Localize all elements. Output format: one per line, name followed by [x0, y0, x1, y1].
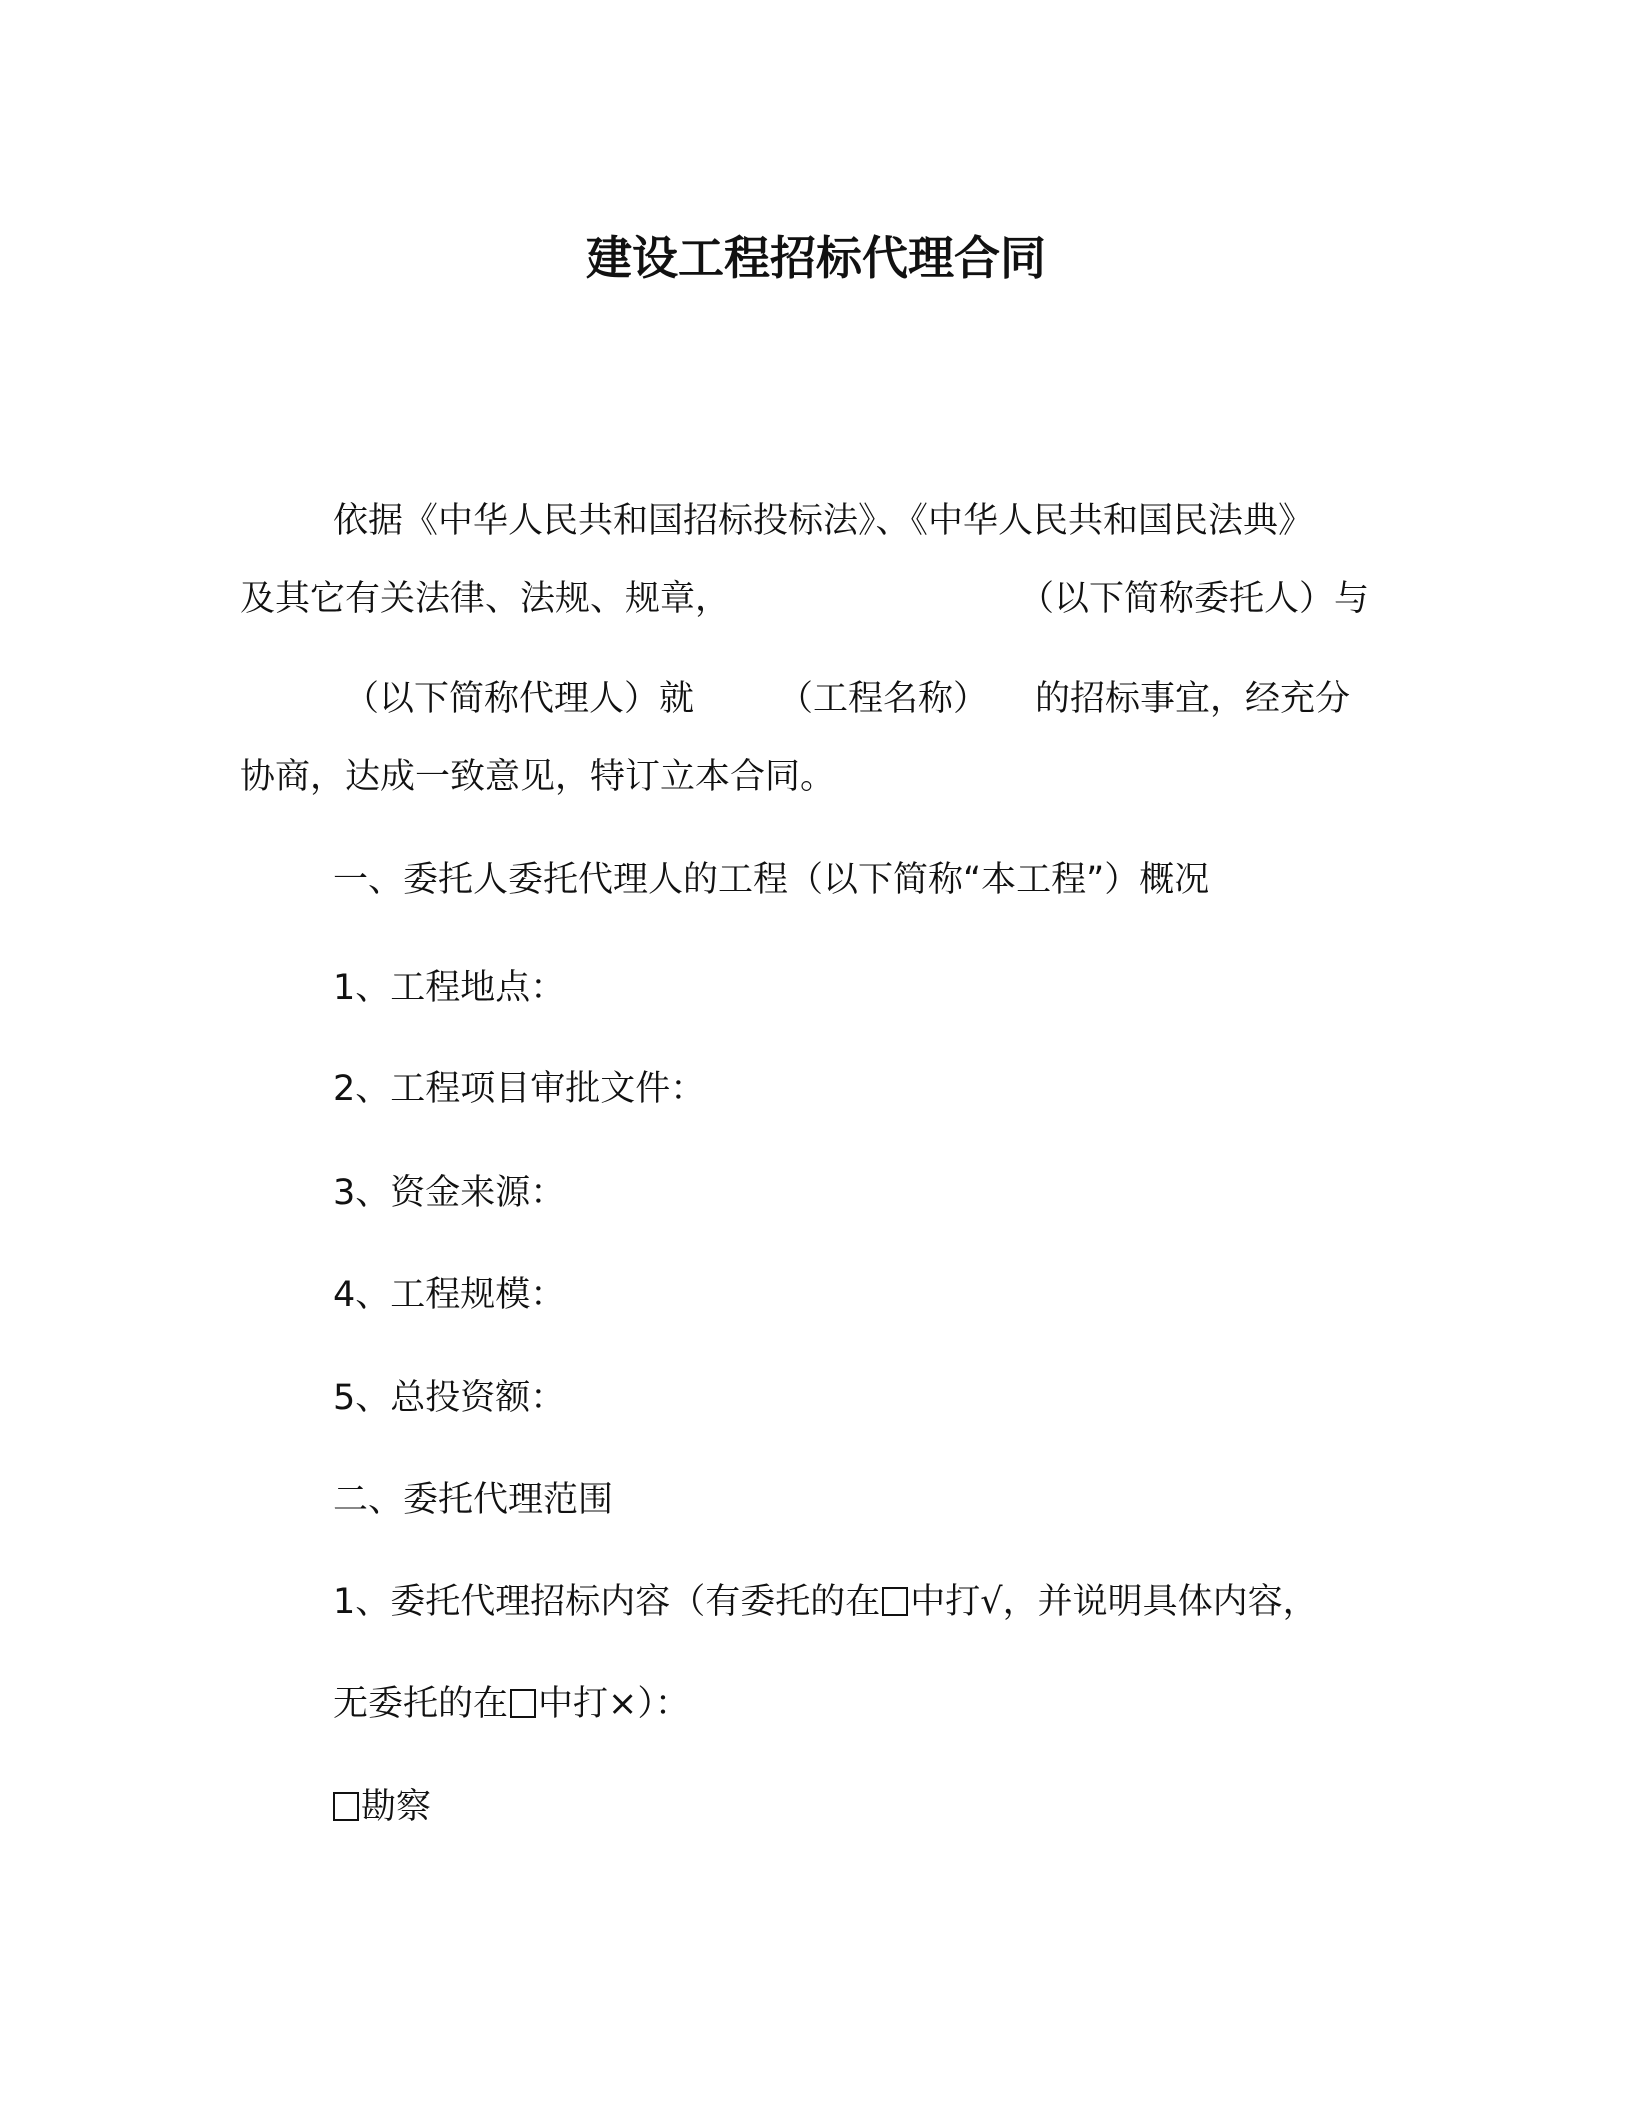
preamble-line-2-left: 及其它有关法律、法规、规章， [240, 579, 731, 619]
section-2-item-1-text-a: 1、委托代理招标内容（有委托的在 [333, 1582, 881, 1622]
document-title: 建设工程招标代理合同 [586, 231, 1046, 285]
section-2-item-1-line-2 [333, 1682, 690, 1726]
preamble-line-3-matter: 的招标事宜，经充分 [1035, 679, 1351, 719]
preamble-line-3-project-name: （工程名称） [778, 679, 989, 719]
section-2-item-1-text-d: 中打×）： [538, 1684, 690, 1724]
section-2-heading: 二、委托代理范围 [333, 1480, 614, 1520]
checkbox-icon [510, 1689, 536, 1718]
section-2-item-1-text-b: 中打√，并说明具体内容， [910, 1582, 1318, 1622]
preamble-line-2-right: （以下简称委托人）与 [1019, 579, 1370, 619]
preamble-line-3-agent: （以下简称代理人）就 [344, 679, 695, 719]
checkbox-icon [333, 1792, 359, 1821]
section-1-heading: 一、委托人委托代理人的工程（以下简称“本工程”）概况 [333, 860, 1210, 900]
option-survey-label: 勘察 [361, 1787, 432, 1827]
checkbox-icon [882, 1587, 908, 1616]
option-survey [333, 1785, 431, 1829]
section-2-item-1-text-c: 无委托的在 [333, 1684, 509, 1724]
section-1-item: 4、工程规模： [333, 1275, 566, 1315]
section-2-item-1-line-1 [333, 1580, 1318, 1624]
section-1-item: 2、工程项目审批文件： [333, 1069, 706, 1109]
preamble-line-1: 依据《中华人民共和国招标投标法》、《中华人民共和国民法典》 [333, 501, 1314, 541]
section-1-item: 5、总投资额： [333, 1378, 566, 1418]
section-1-item: 3、资金来源： [333, 1173, 566, 1213]
section-1-item: 1、工程地点： [333, 968, 566, 1008]
preamble-line-4: 协商，达成一致意见，特订立本合同。 [240, 757, 836, 797]
